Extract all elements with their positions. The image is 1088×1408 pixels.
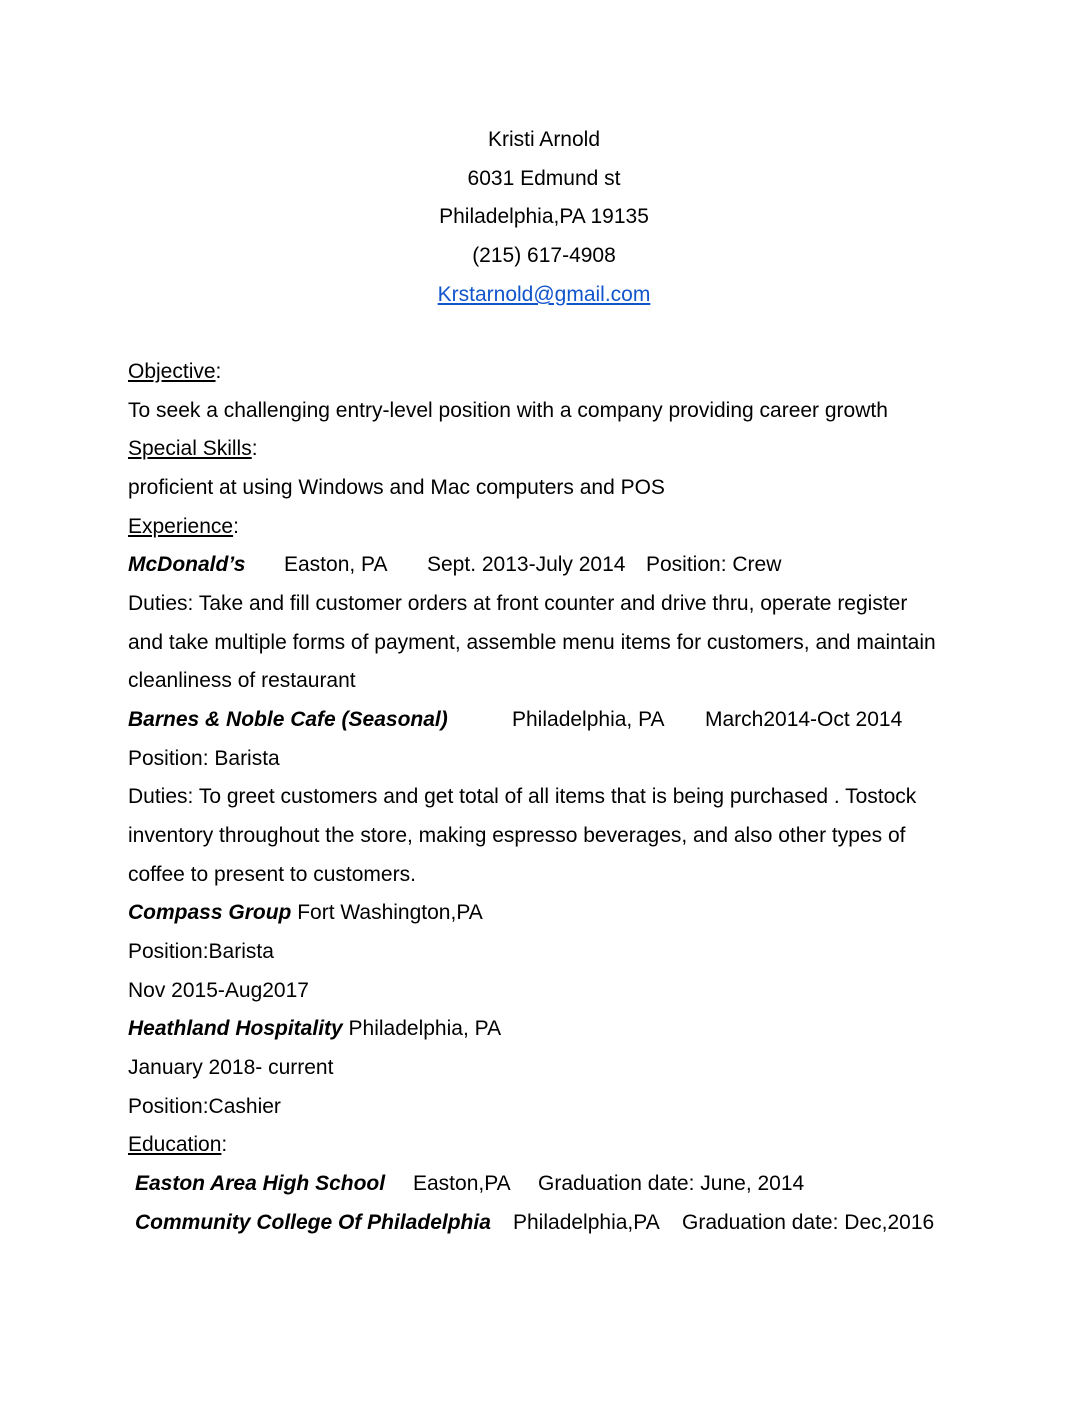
skills-colon: : [251,437,258,460]
job-location: Fort Washington,PA [291,901,483,924]
school-name: Community College Of Philadelphia [135,1211,491,1234]
email-link[interactable]: Krstarnold@gmail.com [437,283,651,306]
job-employer: Compass Group [128,901,292,924]
job-position: Position:Cashier [128,1095,281,1118]
job-position: Position: Barista [128,747,280,770]
objective-heading: Objective [128,360,216,383]
job-dates: Sept. 2013-July 2014 [427,553,626,576]
job-position: Position: Crew [646,553,782,576]
job-dates: January 2018- current [128,1056,334,1079]
job-duties-line: and take multiple forms of payment, assemble menu items for customers, and maintain [128,631,936,654]
job-duties-line: Duties: To greet customers and get total of all items that is being purchased . Tostock [128,785,917,808]
phone-number: (215) 617-4908 [472,244,616,267]
education-heading-line [128,1133,227,1157]
school-name: Easton Area High School [135,1172,386,1195]
objective-colon: : [215,360,222,383]
school-location: Philadelphia,PA [513,1211,660,1234]
applicant-name: Kristi Arnold [487,128,601,151]
job-duties-line: coffee to present to customers. [128,863,416,886]
school-location: Easton,PA [413,1172,511,1195]
experience-heading: Experience [128,515,234,538]
school-graduation: Graduation date: Dec,2016 [682,1211,935,1234]
skills-heading: Special Skills [128,437,252,460]
objective-heading-line [128,360,221,384]
skills-text: proficient at using Windows and Mac computers and POS [128,476,665,499]
experience-colon: : [233,515,239,538]
job-location: Easton, PA [284,553,388,576]
job-dates: March2014-Oct 2014 [705,708,903,731]
job-duties-line: cleanliness of restaurant [128,669,356,692]
email-line [0,283,1088,307]
job-employer: McDonald’s [128,553,246,576]
job-duties-line: Duties: Take and fill customer orders at front counter and drive thru, operate register [128,592,908,615]
education-heading: Education [128,1133,222,1156]
job-dates: Nov 2015-Aug2017 [128,979,309,1002]
job-location: Philadelphia, PA [512,708,665,731]
city-state-zip: Philadelphia,PA 19135 [439,205,649,228]
job-header-line [128,1017,501,1041]
objective-text: To seek a challenging entry-level position with a company providing career growth [128,399,888,422]
street-address: 6031 Edmund st [467,167,621,190]
job-header-line [128,901,483,925]
school-graduation: Graduation date: June, 2014 [538,1172,805,1195]
experience-heading-line [128,515,239,539]
job-location: Philadelphia, PA [342,1017,502,1040]
job-employer: Barnes & Noble Cafe (Seasonal) [128,708,448,731]
job-employer: Heathland Hospitality [128,1017,343,1040]
education-colon: : [221,1133,228,1156]
job-duties-line: inventory throughout the store, making espresso beverages, and also other types of [128,824,906,847]
job-position: Position:Barista [128,940,274,963]
skills-heading-line [128,437,258,461]
